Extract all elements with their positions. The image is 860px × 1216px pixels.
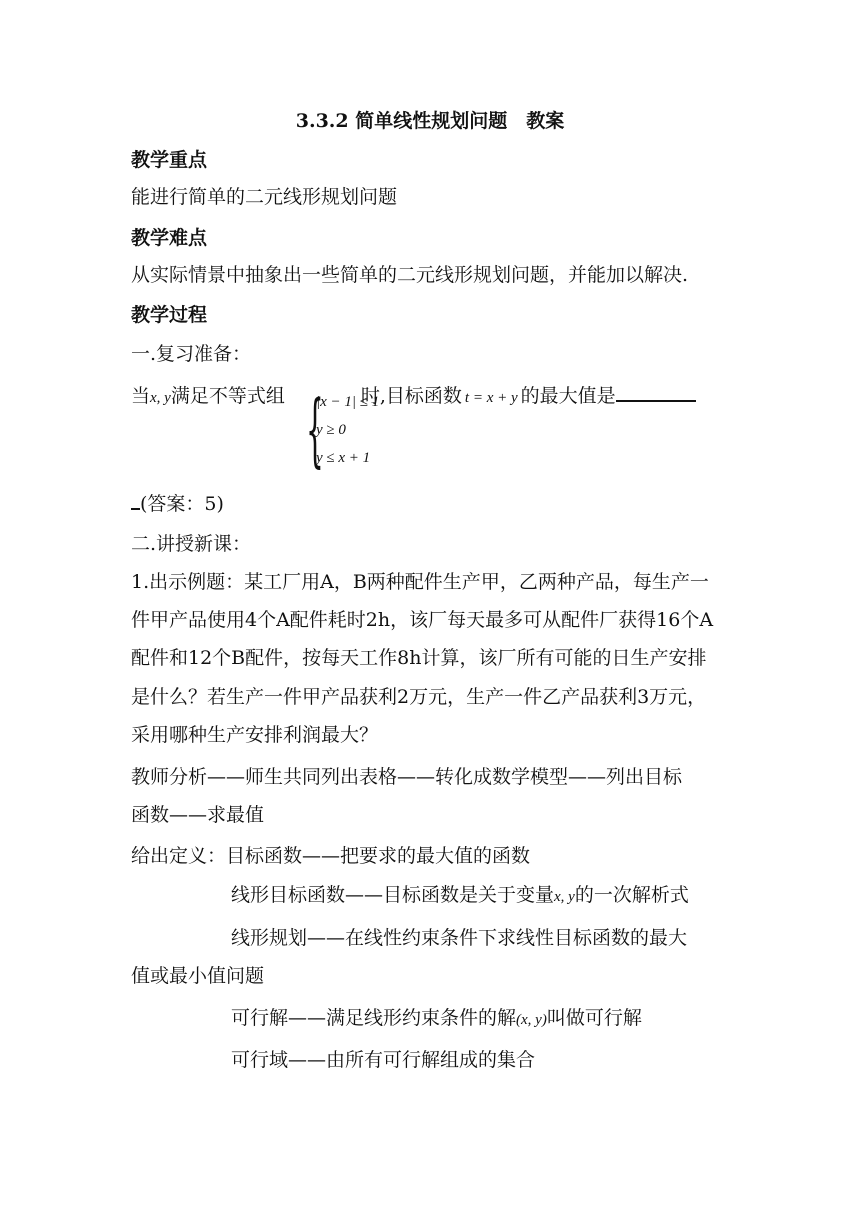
review-func: t = x + y [464,390,518,406]
def-feasible-pre: 可行解——满足线形约束条件的解 [231,1007,517,1029]
def-linear-pre: 线形目标函数——目标函数是关于变量 [231,884,555,906]
example-line-1: 1.出示例题：某工厂用A，B两种配件生产甲，乙两种产品，每生产一 [131,571,709,593]
inequality-system [306,383,380,476]
def-feasible-post: 叫做可行解 [546,1007,642,1029]
document-title: 3.3.2 简单线性规划问题 教案 [295,110,565,132]
definition-linear-objective [231,883,689,909]
focus-text: 能进行简单的二元线形规划问题 [131,186,398,208]
process-heading: 教学过程 [131,304,208,326]
def-linear-post: 的一次解析式 [574,884,689,906]
inequality-2: y ≥ 0 [316,422,346,438]
review-question-line [131,384,696,410]
example-line-4: 是什么？若生产一件甲产品获利2万元，生产一件乙产品获利3万元， [131,686,707,708]
definition-feasible-region: 可行域——由所有可行解组成的集合 [231,1049,536,1071]
example-line-3: 配件和12个B配件，按每天工作8h计算，该厂所有可能的日生产安排 [131,647,707,669]
review-line-mid1: 满足不等式组 [170,385,285,407]
review-answer: (答案：5) [140,493,224,515]
definition-lp-line-2: 值或最小值问题 [131,965,265,987]
definition-feasible-solution [231,1006,642,1032]
def-feasible-vars: (x, y) [516,1012,547,1028]
review-answer-line [131,492,224,516]
definition-intro: 给出定义：目标函数——把要求的最大值的函数 [131,845,531,867]
lecture-heading: 二.讲授新课： [131,533,252,555]
review-vars: x, y [150,390,171,406]
difficulty-heading: 教学难点 [131,227,208,249]
answer-blank-end [131,494,140,510]
review-line-mid2: 时,目标函数 [360,385,462,407]
focus-heading: 教学重点 [131,149,208,171]
brace-symbol: { [306,383,324,476]
definition-lp-line-1: 线形规划——在线性约束条件下求线性目标函数的最大 [231,927,688,949]
example-line-5: 采用哪种生产安排利润最大？ [131,724,379,746]
analysis-line-2: 函数——求最值 [131,804,265,826]
inequality-1: |x − 1| ≤ 1 [316,394,380,410]
inequality-3: y ≤ x + 1 [316,450,371,466]
review-line-post: 的最大值是 [520,385,616,407]
answer-blank [616,386,696,402]
example-line-2: 件甲产品使用4个A配件耗时2h，该厂每天最多可从配件厂获得16个A [131,609,714,631]
analysis-line-1: 教师分析——师生共同列出表格——转化成数学模型——列出目标 [131,766,683,788]
def-linear-vars: x, y [554,889,575,905]
review-line-pre: 当 [131,385,151,407]
difficulty-text: 从实际情景中抽象出一些简单的二元线形规划问题，并能加以解决. [131,264,689,286]
review-heading: 一.复习准备： [131,343,252,365]
